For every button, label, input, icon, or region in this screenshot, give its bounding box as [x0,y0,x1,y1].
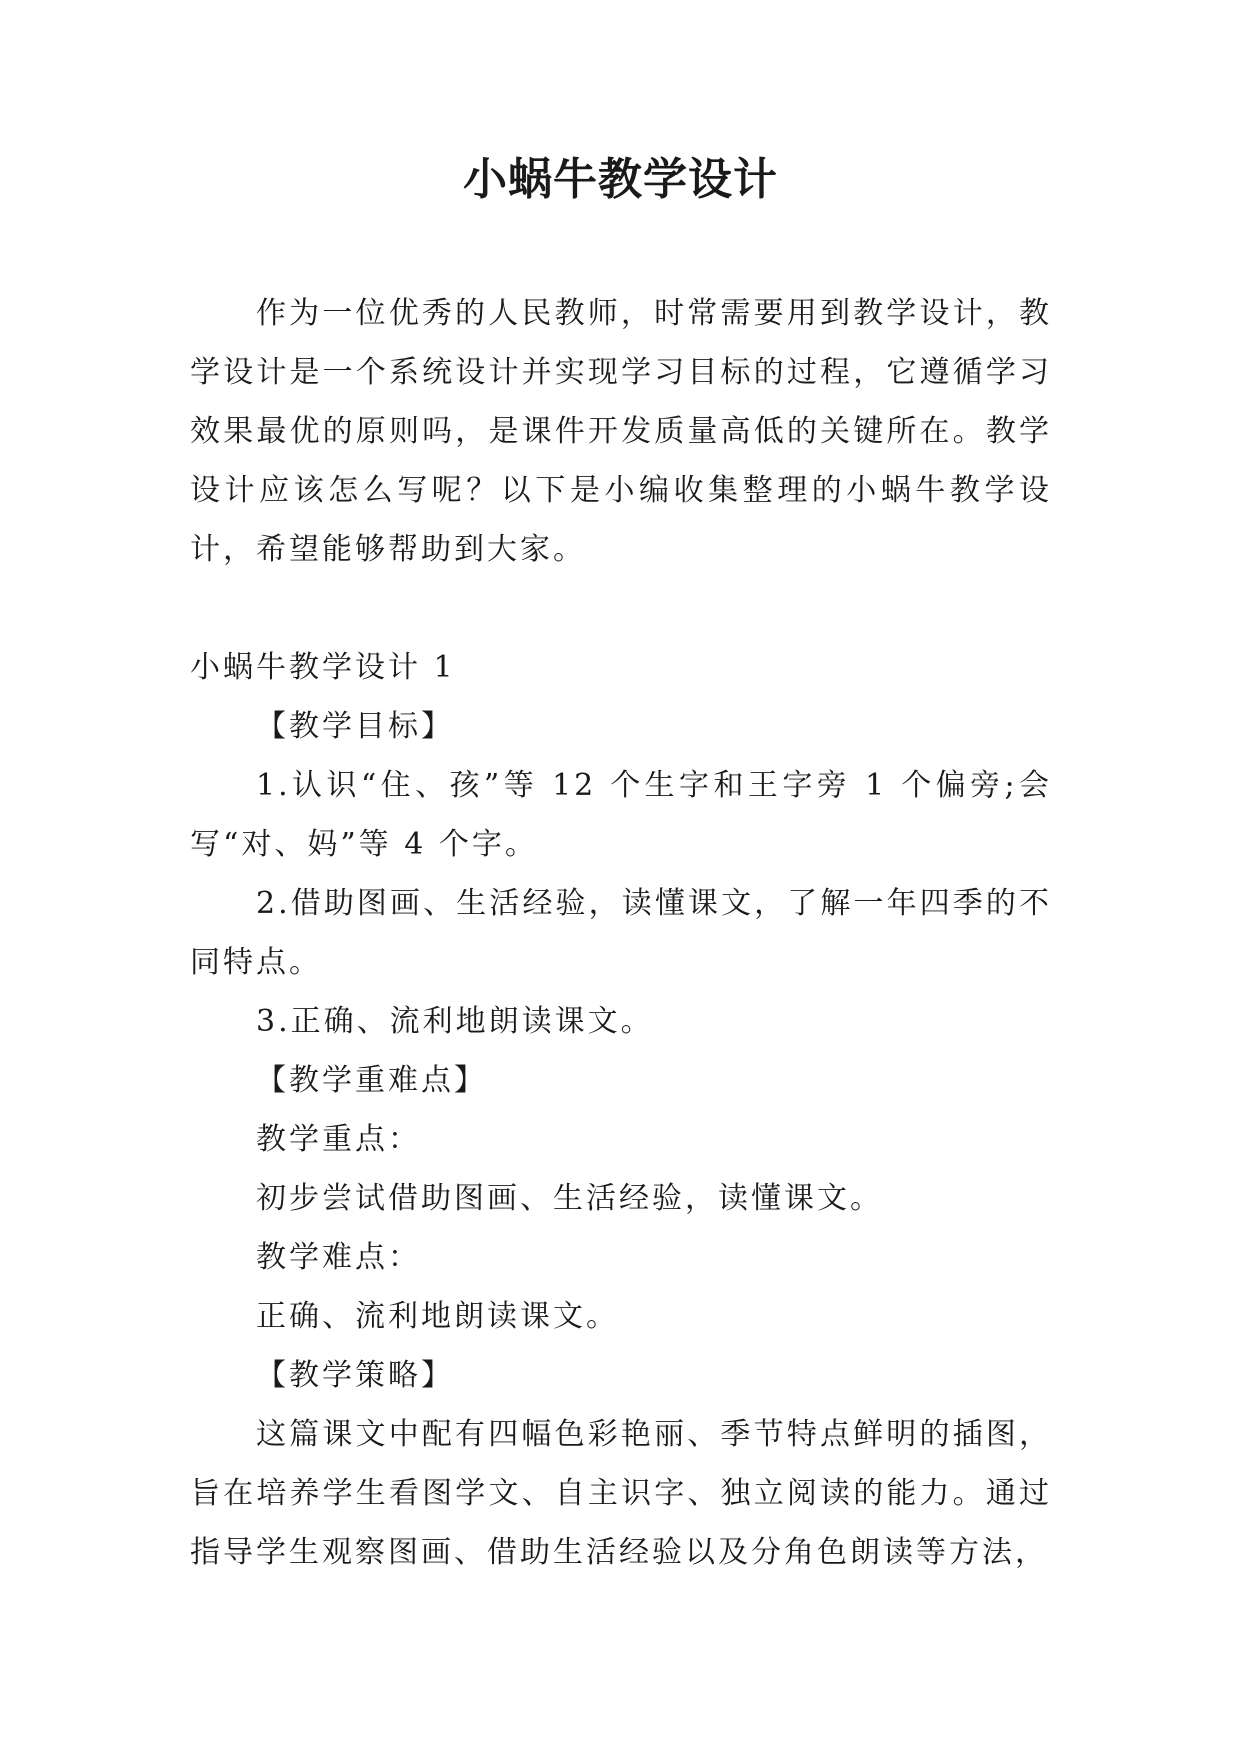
strategy-paragraph: 这篇课文中配有四幅色彩艳丽、季节特点鲜明的插图，旨在培养学生看图学文、自主识字、独立阅读的能力。通过指导学生观察图画、借助生活经验以及分角色朗读等方法， [190,1417,1052,1570]
key-point-label: 教学重点： [256,1122,421,1157]
difficult-point-label: 教学难点： [256,1240,421,1275]
heading-teaching-strategy: 【教学策略】 [256,1358,454,1393]
paragraph-spacer [190,579,1052,638]
goal-item-2: 2.借助图画、生活经验，读懂课文，了解一年四季的不同特点。 [190,886,1052,980]
section-title: 小蜗牛教学设计 1 [190,650,456,685]
difficult-point-text: 正确、流利地朗读课文。 [256,1299,619,1334]
key-point-text: 初步尝试借助图画、生活经验，读懂课文。 [256,1181,883,1216]
document-title: 小蜗牛教学设计 [463,154,778,205]
goal-item-1: 1.认识“住、孩”等 12 个生字和王字旁 1 个偏旁;会写“对、妈”等 4 个字。 [190,768,1052,862]
heading-key-difficult-points: 【教学重难点】 [256,1063,487,1098]
document-body [190,284,1052,1582]
heading-teaching-goals: 【教学目标】 [256,709,454,744]
intro-paragraph: 作为一位优秀的人民教师，时常需要用到教学设计，教学设计是一个系统设计并实现学习目标的过程，它遵循学习效果最优的原则吗，是课件开发质量高低的关键所在。教学设计应该怎么写呢？以下是小编收集整理的小蜗牛教学设计，希望能够帮助到大家。 [190,296,1052,567]
goal-item-3: 3.正确、流利地朗读课文。 [256,1004,654,1039]
